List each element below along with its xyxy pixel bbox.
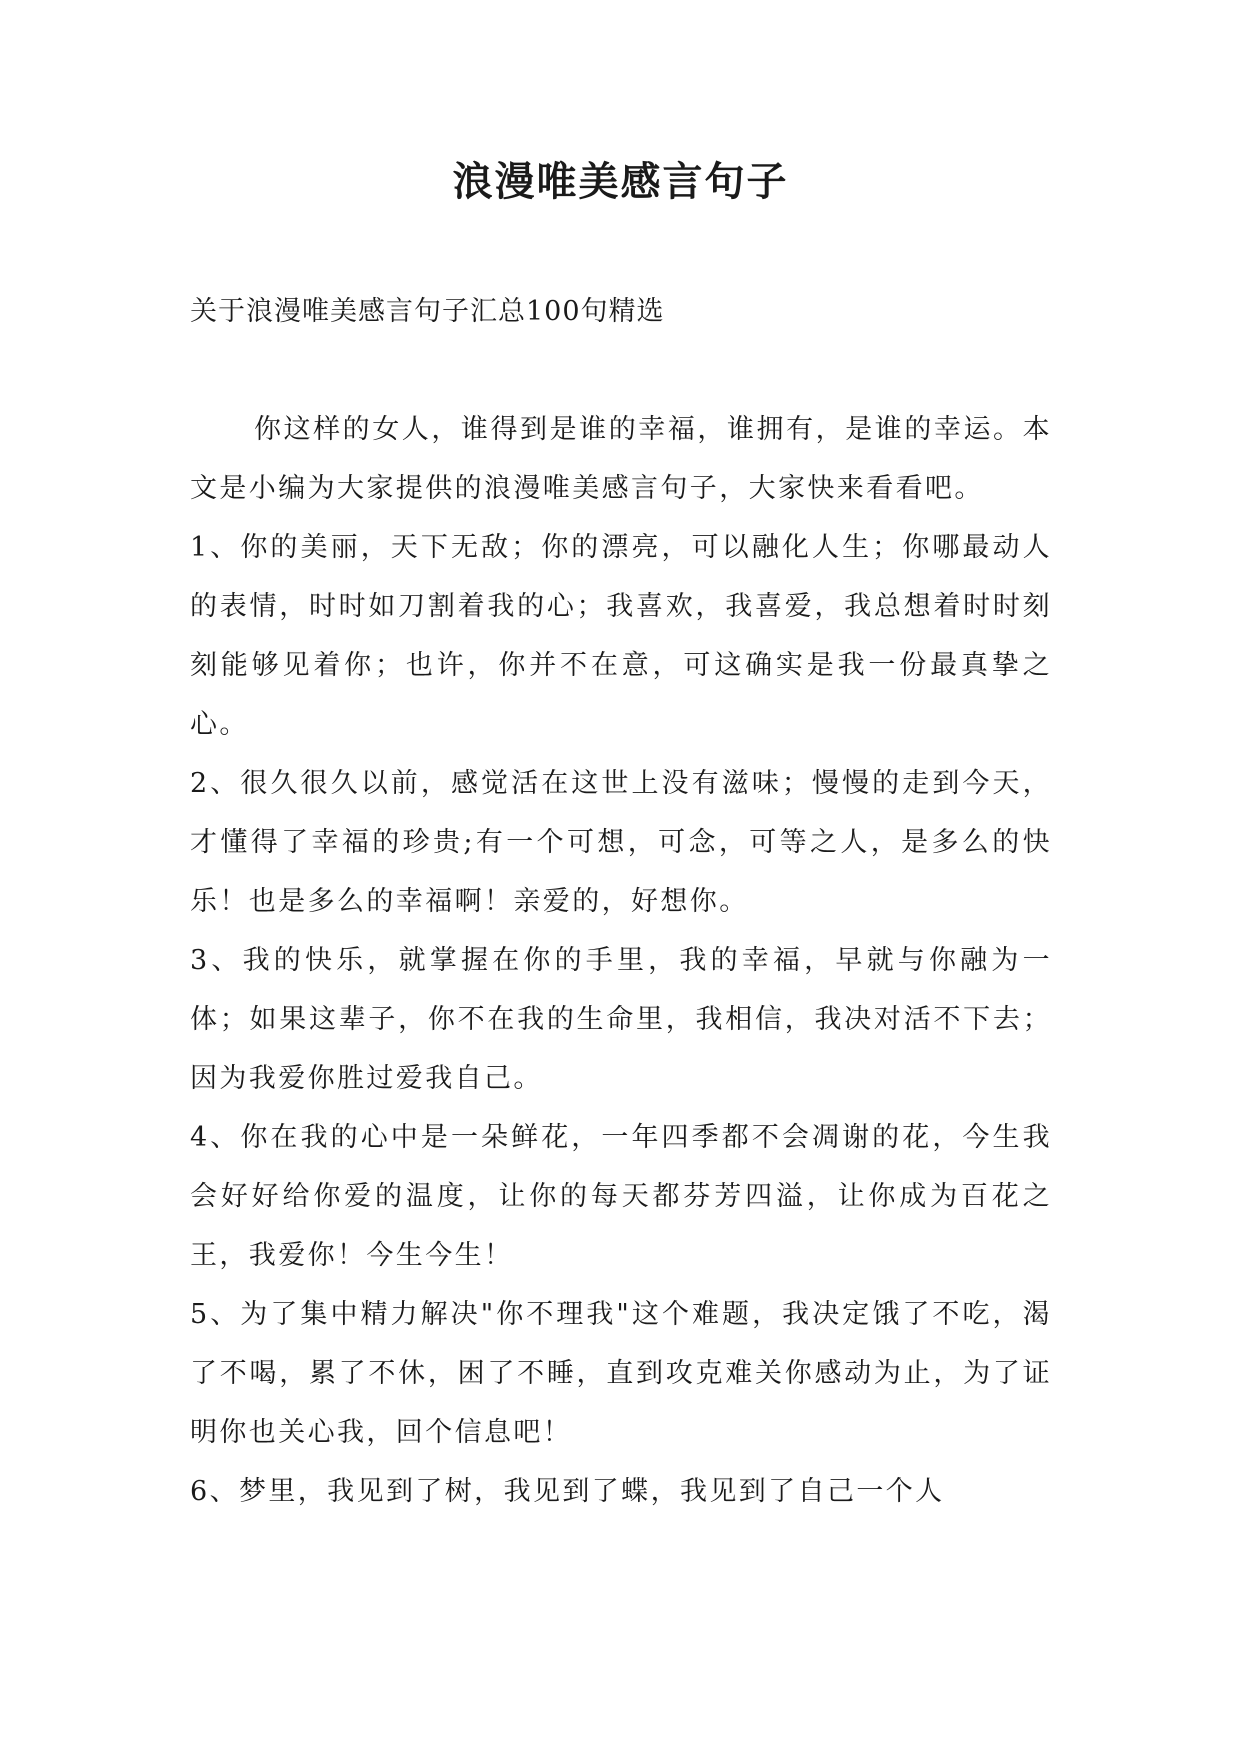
intro-paragraph: 你这样的女人，谁得到是谁的幸福，谁拥有，是谁的幸运。本文是小编为大家提供的浪漫唯美感言句子，大家快来看看吧。 xyxy=(190,414,1052,504)
list-item: 1、你的美丽，天下无敌；你的漂亮，可以融化人生；你哪最动人的表情，时时如刀割着我的心；我喜欢，我喜爱，我总想着时时刻刻能够见着你；也许，你并不在意，可这确实是我一份最真挚之心。 xyxy=(190,532,1052,740)
list-item: 4、你在我的心中是一朵鲜花，一年四季都不会凋谢的花，今生我会好好给你爱的温度，让你的每天都芬芳四溢，让你成为百花之王，我爱你！今生今生！ xyxy=(190,1122,1052,1271)
list-item: 6、梦里，我见到了树，我见到了蝶，我见到了自己一个人 xyxy=(190,1476,945,1507)
document-subtitle: 关于浪漫唯美感言句子汇总100句精选 xyxy=(190,296,665,327)
list-item: 2、很久很久以前，感觉活在这世上没有滋味；慢慢的走到今天，才懂得了幸福的珍贵;有一个可想，可念，可等之人，是多么的快乐！也是多么的幸福啊！亲爱的，好想你。 xyxy=(190,768,1052,917)
document-body xyxy=(190,400,1052,1521)
list-item: 5、为了集中精力解决"你不理我"这个难题，我决定饿了不吃，渴了不喝，累了不休，困了不睡，直到攻克难关你感动为止，为了证明你也关心我，回个信息吧！ xyxy=(190,1299,1052,1448)
list-item: 3、我的快乐，就掌握在你的手里，我的幸福，早就与你融为一体；如果这辈子，你不在我的生命里，我相信，我决对活不下去；因为我爱你胜过爱我自己。 xyxy=(190,945,1052,1094)
document-title: 浪漫唯美感言句子 xyxy=(452,158,789,205)
